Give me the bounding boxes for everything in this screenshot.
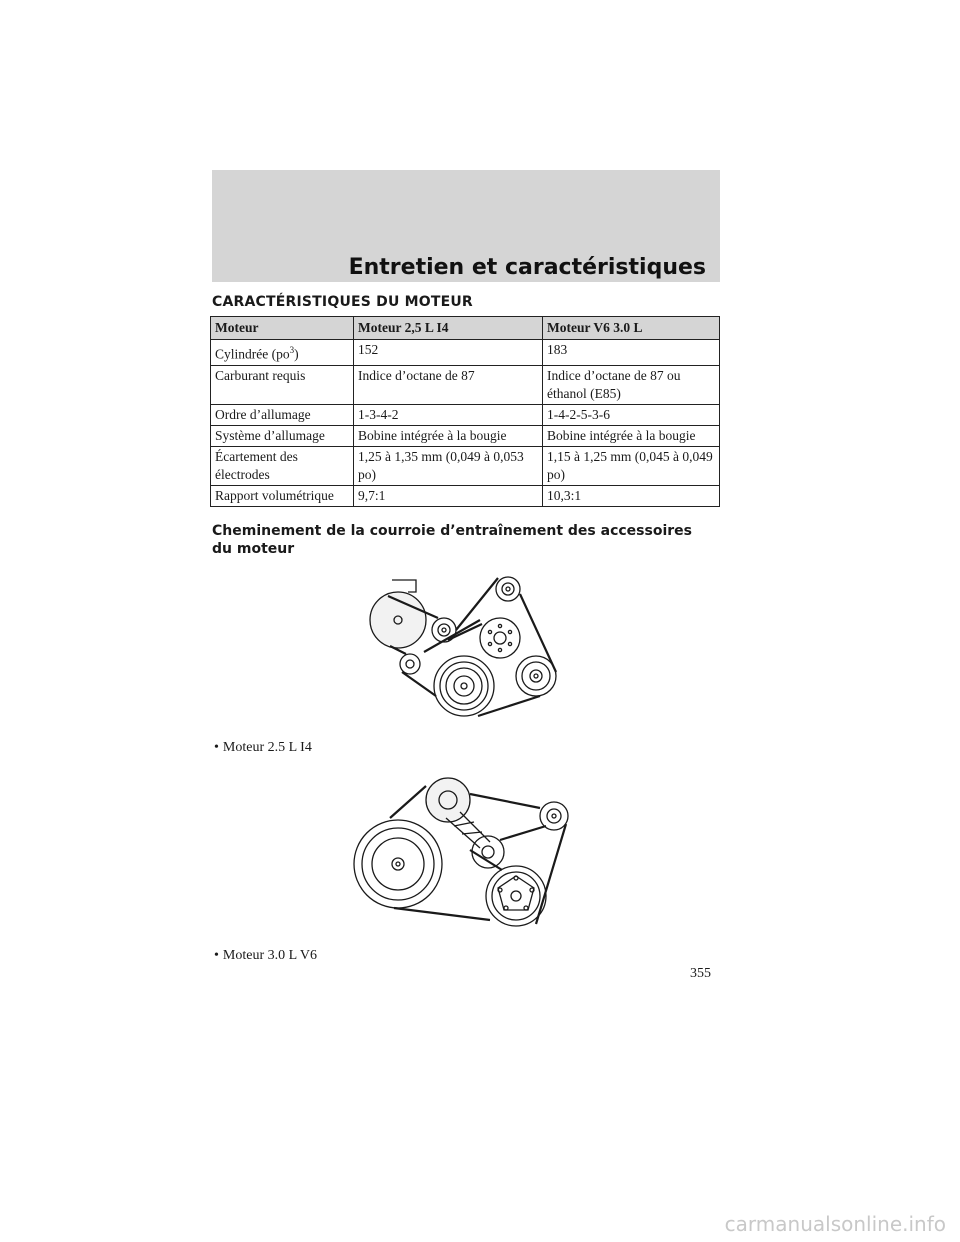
header-band [212, 170, 720, 282]
caption-v6 [214, 948, 317, 964]
row-value-v6: Bobine intégrée à la bougie [543, 425, 720, 446]
belt-diagram-v6 [350, 774, 580, 934]
table-row [211, 446, 720, 485]
watermark: carmanualsonline.info [724, 1212, 946, 1236]
bullet: • [214, 740, 219, 755]
crankshaft-pulley-v6 [354, 820, 442, 908]
table-row [211, 340, 720, 366]
bracket-outline [392, 580, 416, 592]
row-value-v6: 1-4-2-5-3-6 [543, 404, 720, 425]
row-value-v6: 10,3:1 [543, 485, 720, 506]
row-label: Carburant requis [211, 365, 354, 404]
page-number: 355 [690, 966, 711, 981]
belt-diagram-i4 [360, 568, 570, 720]
row-label-sup: 3 [289, 345, 295, 355]
page-header-title: Entretien et caractéristiques [348, 255, 706, 280]
engine-specs-table [210, 316, 720, 507]
row-value-i4: Indice d’octane de 87 [354, 365, 543, 404]
row-label: Rapport volumétrique [211, 485, 354, 506]
table-header-cell: Moteur [211, 317, 354, 340]
row-value-v6: Indice d’octane de 87 ou éthanol (E85) [543, 365, 720, 404]
table-header-row [211, 317, 720, 340]
row-value-i4: Bobine intégrée à la bougie [354, 425, 543, 446]
row-label [211, 340, 354, 366]
lower-idler-pulley [400, 654, 420, 674]
row-value-i4: 1,25 à 1,35 mm (0,049 à 0,053 po) [354, 446, 543, 485]
section-title: CARACTÉRISTIQUES DU MOTEUR [212, 294, 473, 310]
row-value-i4: 152 [354, 340, 543, 366]
bullet: • [214, 948, 219, 963]
tensioner-pulley [496, 577, 520, 601]
table-row [211, 404, 720, 425]
row-label: Écartement des électrodes [211, 446, 354, 485]
table-row [211, 425, 720, 446]
row-value-v6: 183 [543, 340, 720, 366]
row-label-text: Cylindrée (po [215, 346, 290, 362]
caption-i4-text: Moteur 2.5 L I4 [222, 740, 312, 755]
caption-v6-text: Moteur 3.0 L V6 [222, 948, 318, 963]
row-value-v6: 1,15 à 1,25 mm (0,045 à 0,049 po) [543, 446, 720, 485]
table-header-cell: Moteur V6 3.0 L [543, 317, 720, 340]
row-value-i4: 9,7:1 [354, 485, 543, 506]
caption-i4 [214, 740, 312, 756]
row-label: Système d’allumage [211, 425, 354, 446]
row-value-i4: 1-3-4-2 [354, 404, 543, 425]
table-row [211, 365, 720, 404]
table-row [211, 485, 720, 506]
row-label-tail: ) [294, 346, 299, 362]
row-label: Ordre d’allumage [211, 404, 354, 425]
belt-routing-subtitle: Cheminement de la courroie d’entraînement des accessoires du moteur [212, 523, 692, 557]
table-header-cell: Moteur 2,5 L I4 [354, 317, 543, 340]
crankshaft-pulley [434, 656, 494, 716]
